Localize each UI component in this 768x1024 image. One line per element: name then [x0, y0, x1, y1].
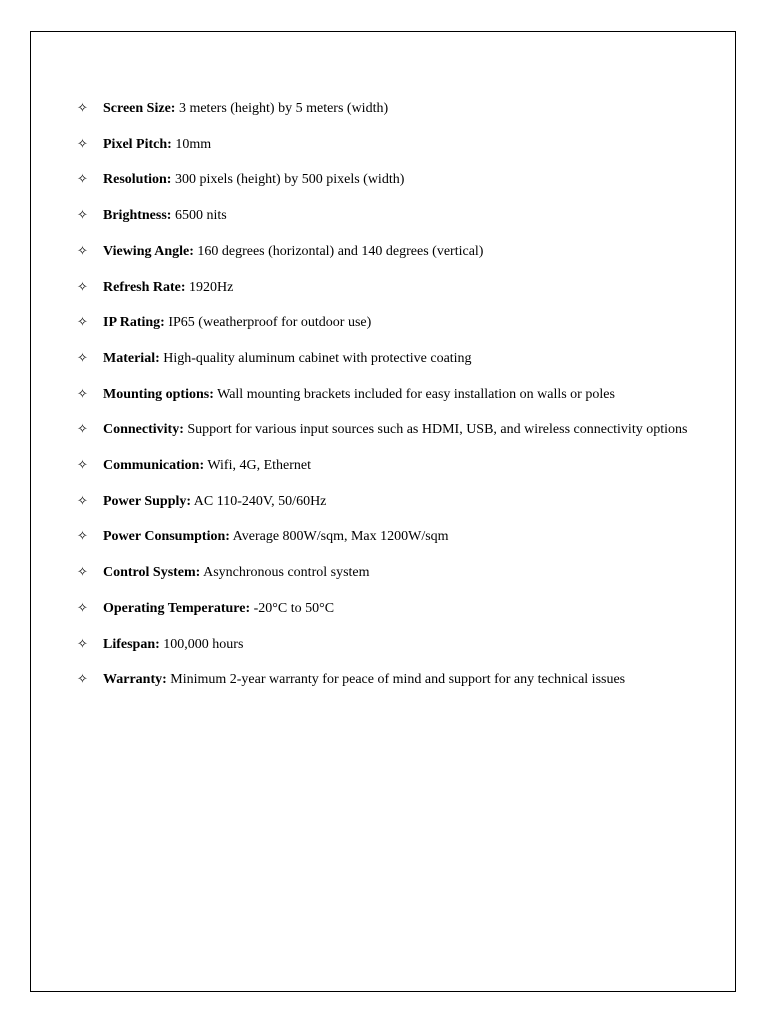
diamond-star-bullet-icon: ✧	[77, 422, 88, 438]
spec-value: -20°C to 50°C	[253, 600, 335, 616]
spec-label: Warranty:	[103, 672, 167, 688]
diamond-star-bullet-icon: ✧	[77, 279, 88, 295]
list-item	[77, 448, 697, 484]
list-item	[77, 484, 697, 520]
spec-value: Wifi, 4G, Ethernet	[207, 458, 312, 474]
spec-value: Asynchronous control system	[203, 565, 370, 581]
diamond-star-bullet-icon: ✧	[77, 101, 88, 116]
spec-value: Minimum 2-year warranty for peace of mind and support for any technical issues	[170, 672, 626, 688]
spec-value: High-quality aluminum cabinet with protective coating	[163, 350, 472, 366]
diamond-star-bullet-icon: ✧	[77, 172, 88, 188]
diamond-star-bullet-icon: ✧	[77, 243, 88, 259]
list-item	[77, 662, 697, 698]
list-item	[77, 341, 697, 377]
diamond-star-bullet-icon: ✧	[77, 565, 88, 581]
spec-label: Brightness:	[103, 208, 172, 224]
diamond-star-bullet-icon: ✧	[77, 458, 88, 474]
diamond-star-bullet-icon: ✧	[77, 493, 88, 509]
list-item	[77, 234, 697, 270]
list-item	[77, 91, 697, 127]
list-item	[77, 555, 697, 591]
list-item	[77, 162, 697, 198]
spec-value: Wall mounting brackets included for easy installation on walls or poles	[217, 386, 615, 402]
diamond-star-bullet-icon: ✧	[77, 386, 88, 402]
diamond-star-bullet-icon: ✧	[77, 350, 88, 366]
spec-label: IP Rating:	[103, 315, 165, 331]
spec-value: 160 degrees (horizontal) and 140 degrees (vertical)	[197, 243, 484, 259]
diamond-star-bullet-icon: ✧	[77, 600, 88, 616]
spec-label: Material:	[103, 350, 160, 366]
spec-label: Operating Temperature:	[103, 600, 251, 616]
list-item	[77, 127, 697, 163]
diamond-star-bullet-icon: ✧	[77, 529, 88, 545]
list-item	[77, 591, 697, 627]
spec-label: Power Supply:	[103, 493, 192, 509]
diamond-star-bullet-icon: ✧	[77, 136, 88, 152]
spec-value: AC 110-240V, 50/60Hz	[193, 493, 327, 509]
spec-label: Mounting options:	[103, 386, 214, 402]
list-item	[77, 377, 697, 413]
diamond-star-bullet-icon: ✧	[77, 315, 88, 331]
spec-label: Viewing Angle:	[103, 243, 194, 259]
spec-label: Power Consumption:	[103, 529, 230, 545]
spec-label: Lifespan:	[103, 636, 160, 652]
spec-value: 100,000 hours	[163, 636, 244, 652]
list-item	[77, 627, 697, 663]
spec-label: Communication:	[103, 458, 205, 474]
spec-label: Pixel Pitch:	[103, 136, 172, 152]
spec-value: 300 pixels (height) by 500 pixels (width)	[174, 172, 405, 188]
spec-value: IP65 (weatherproof for outdoor use)	[168, 315, 372, 331]
spec-label: Connectivity:	[103, 422, 184, 438]
list-item	[77, 519, 697, 555]
spec-label: Refresh Rate:	[103, 279, 186, 295]
list-item	[77, 305, 697, 341]
spec-label: Control System:	[103, 565, 201, 581]
spec-label: Resolution:	[103, 172, 172, 188]
list-item	[77, 412, 697, 448]
list-item	[77, 198, 697, 234]
diamond-star-bullet-icon: ✧	[77, 636, 88, 652]
spec-value: 6500 nits	[174, 208, 227, 224]
spec-label: Screen Size:	[103, 101, 176, 116]
spec-value: 10mm	[175, 136, 212, 152]
document-page	[30, 31, 736, 992]
diamond-star-bullet-icon: ✧	[77, 208, 88, 224]
spec-value: 3 meters (height) by 5 meters (width)	[178, 101, 389, 116]
spec-value: Average 800W/sqm, Max 1200W/sqm	[232, 529, 449, 545]
diamond-star-bullet-icon: ✧	[77, 672, 88, 688]
spec-list	[77, 91, 697, 698]
list-item	[77, 270, 697, 306]
spec-value: 1920Hz	[189, 279, 234, 295]
spec-value: Support for various input sources such as HDMI, USB, and wireless connectivity options	[187, 422, 688, 438]
